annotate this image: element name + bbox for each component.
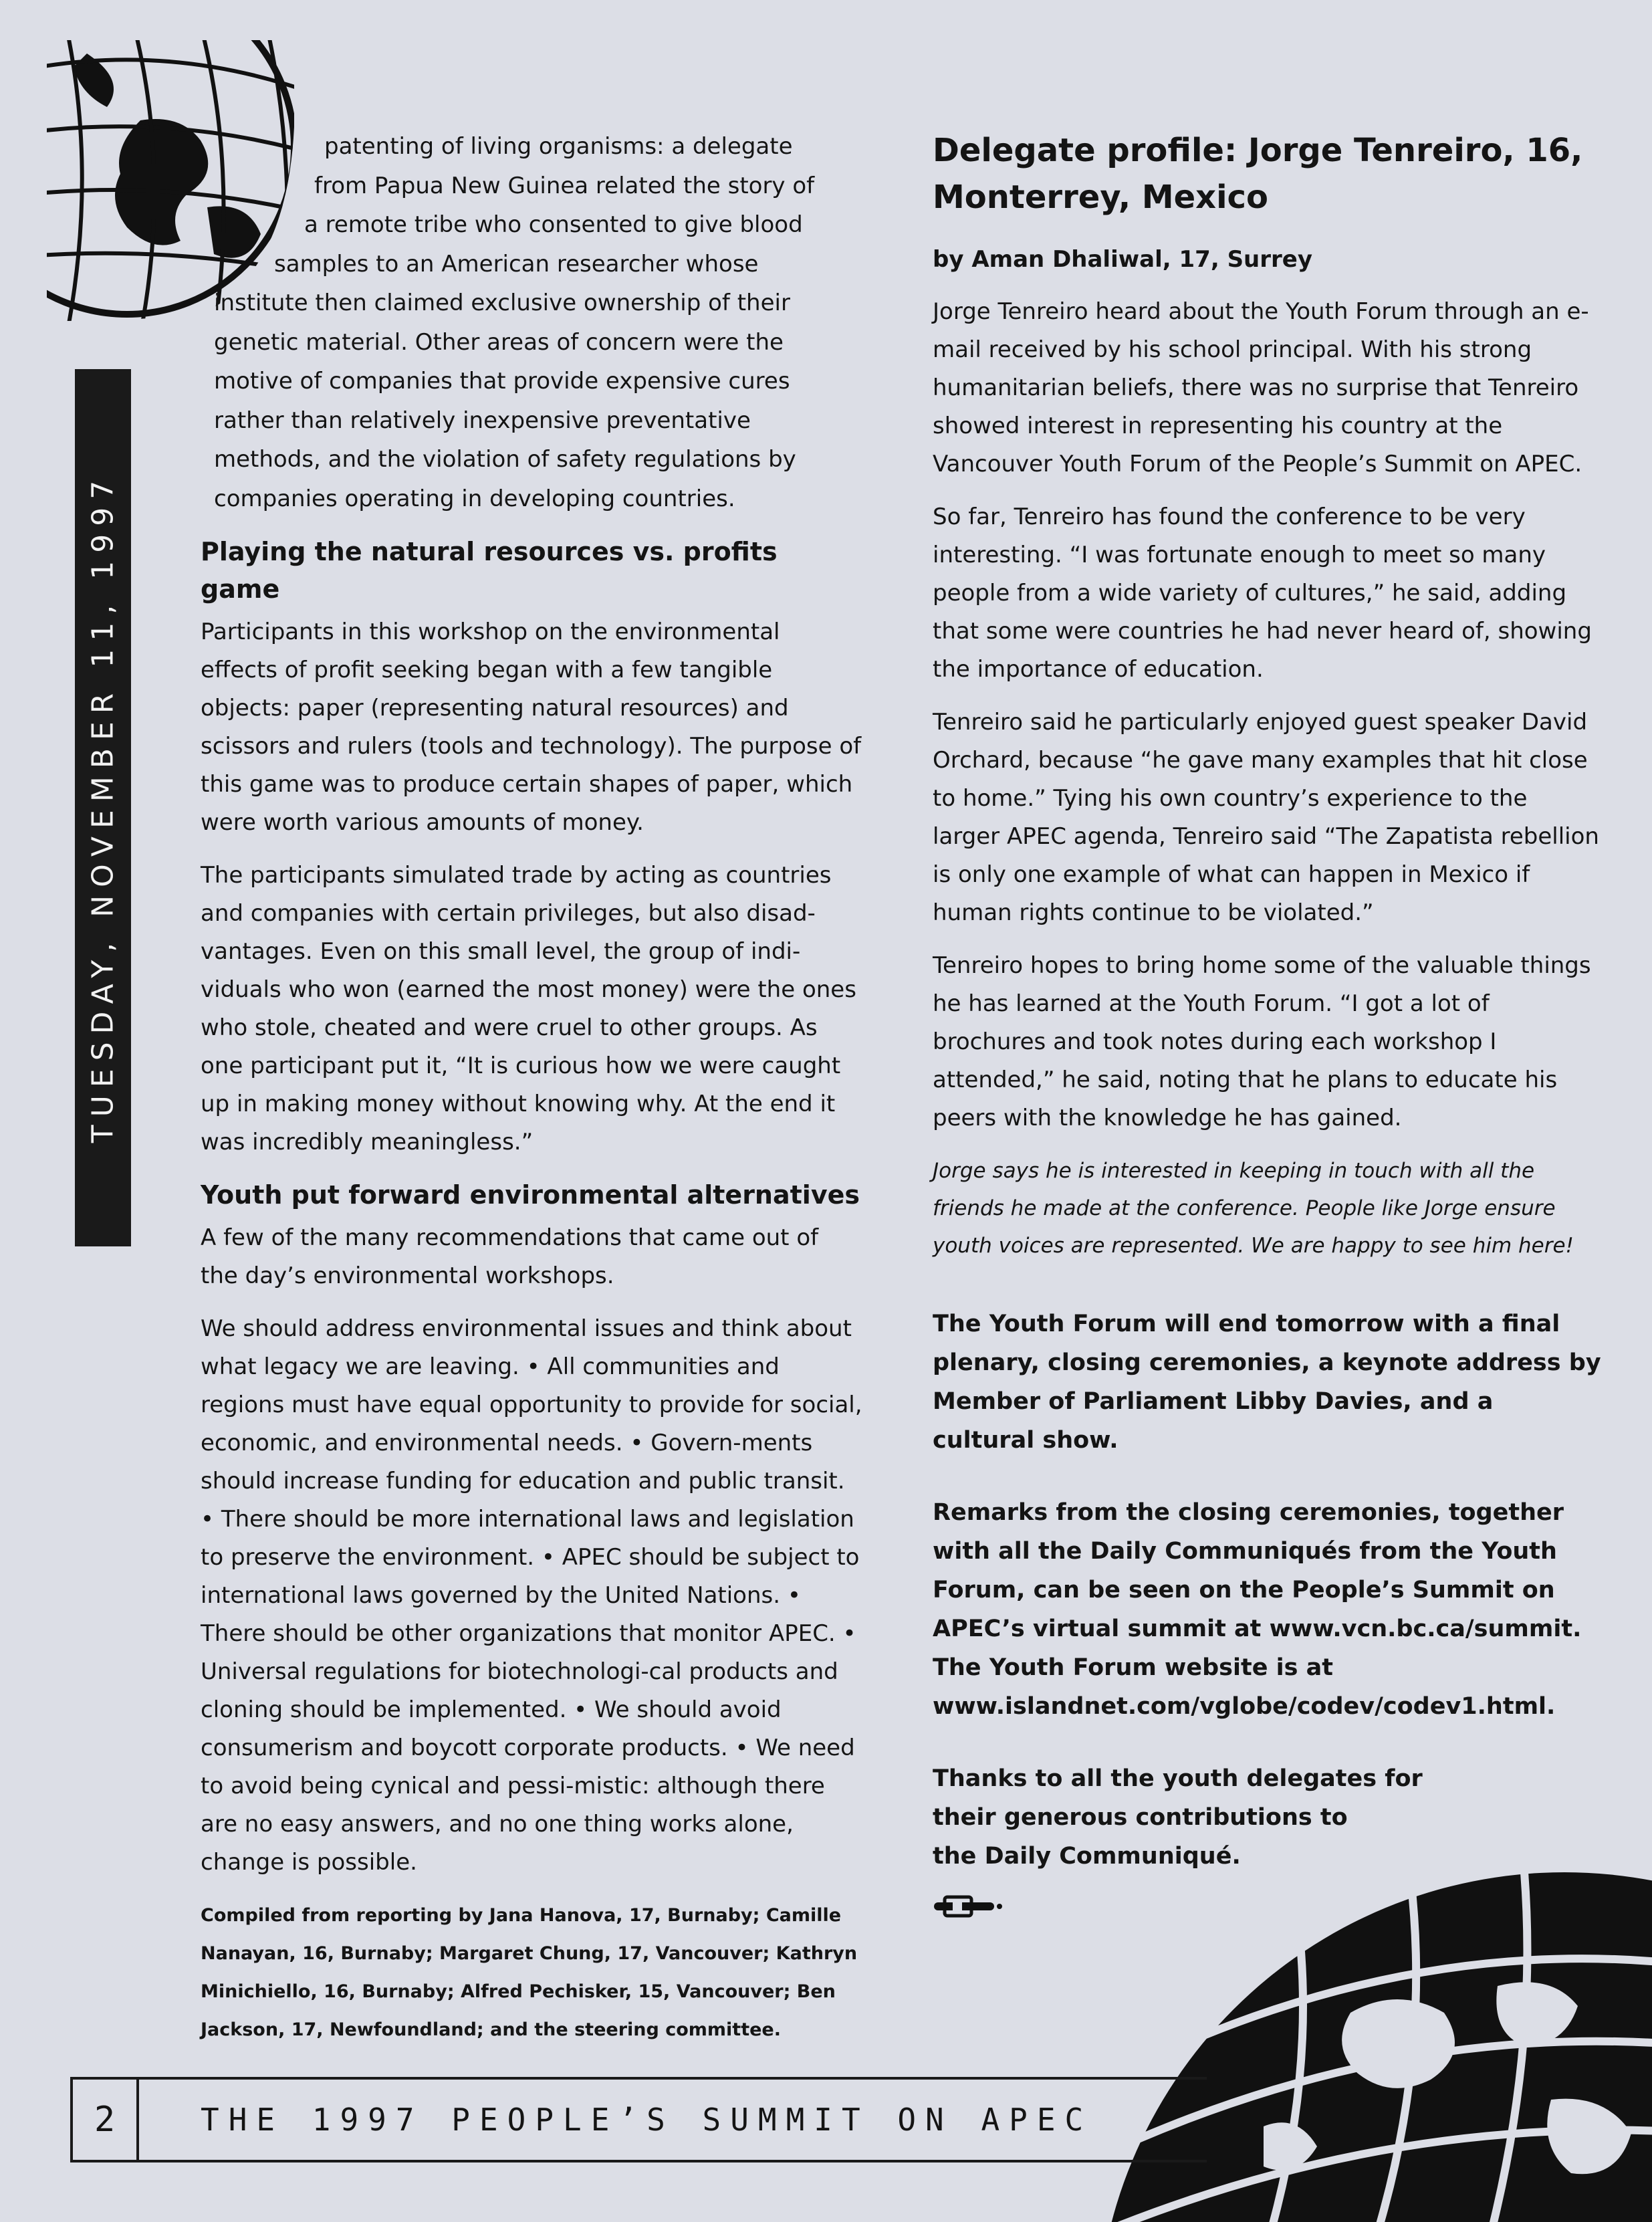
right-column	[933, 127, 1601, 1918]
text-line: their generous contributions to	[933, 1804, 1348, 1831]
reporting-credits: Compiled from reporting by Jana Hanova, 17, Burnaby; Camille Nanayan, 16, Burnaby; Margaret Chung, 17, Vancouver; Kathryn Minichiello, 16, Burnaby; Alfred Pechisker, 15, Vancouver; Ben Jackson, 17, Newfoundland; and the steering committee.	[201, 1905, 858, 2040]
recommendations-paragraph: We should address environmental issues and think about what legacy we are leaving. • All communities and regions must have equal opportunity to provide for social, economic, and environmental needs. • Govern-ments should increase funding for education and public transit. • There should be more international laws and legislation to preserve the environment. • APEC should be subject to international laws governed by the United Nations. • There should be other organizations that monitor APEC. • Universal regulations for biotechnologi-cal products and cloning should be implemented. • We should avoid consumerism and boycott corporate products. • We need to avoid being cynical and pessi-mistic: although there are no easy answers, and no one thing works alone, change is possible.	[201, 1315, 862, 1876]
intro-paragraph	[201, 127, 862, 518]
text-line: the Daily Communiqué.	[933, 1843, 1241, 1870]
text-line: motive of companies that provide expensive cures	[214, 368, 790, 395]
page-footer	[70, 2077, 1207, 2162]
text-line: samples to an American researcher whose	[274, 250, 759, 277]
closing-announcement: The Youth Forum will end tomorrow with a final plenary, closing ceremonies, a keynote address by Member of Parliament Libby Davies, and a cultural show.	[933, 1311, 1601, 1454]
publication-title: THE 1997 PEOPLE’S SUMMIT ON APEC	[201, 2102, 1093, 2138]
body-paragraph: Jorge Tenreiro heard about the Youth Forum through an e-mail received by his school principal. With his strong humanitarian beliefs, there was no surprise that Tenreiro showed interest in representing his country at the Vancouver Youth Forum of the People’s Summit on APEC.	[933, 298, 1589, 477]
issue-date: TUESDAY, NOVEMBER 11, 1997	[86, 472, 120, 1143]
website-announcement: Remarks from the closing ceremonies, together with all the Daily Communiqués from the Youth Forum, can be seen on the People’s Summit on APEC’s virtual summit at www.vcn.bc.ca/summit. The Youth Forum website is at www.islandnet.com/vglobe/codev/codev1.html.	[933, 1499, 1582, 1720]
text-line: Thanks to all the youth delegates for	[933, 1765, 1423, 1792]
text-line: from Papua New Guinea related the story of	[314, 172, 815, 199]
date-sidebar	[75, 369, 131, 1246]
body-paragraph: The participants simulated trade by acting as countries and companies with certain privileges, but also disad-vantages. Even on this small level, the group of indi-viduals who won (earned the most money) were the ones who stole, cheated and were cruel to other groups. As one participant put it, “It is curious how we were caught up in making money without knowing why. At the end it was incredibly meaningless.”	[201, 862, 856, 1155]
body-paragraph: So far, Tenreiro has found the conference to be very interesting. “I was fortunate enough to meet so many people from a wide variety of cultures,” he said, adding that some were countries he had never heard of, showing the importance of education.	[933, 504, 1592, 683]
text-line: rather than relatively inexpensive preventative	[214, 407, 751, 434]
text-line: patenting of living organisms: a delegate	[324, 133, 793, 160]
text-line: companies operating in developing countries.	[214, 485, 735, 512]
body-paragraph: Tenreiro hopes to bring home some of the valuable things he has learned at the Youth Forum. “I got a lot of brochures and took notes during each workshop I attended,” he said, noting that he plans to educate his peers with the knowledge he has gained.	[933, 952, 1591, 1131]
byline: by Aman Dhaliwal, 17, Surrey	[933, 246, 1313, 273]
article-title: Delegate profile: Jorge Tenreiro, 16, Monterrey, Mexico	[933, 132, 1583, 216]
text-line: institute then claimed exclusive ownership of their	[214, 290, 790, 316]
body-paragraph: Participants in this workshop on the environmental effects of profit seeking began with a few tangible objects: paper (representing natural resources) and scissors and rulers (tools and technology). The purpose of this game was to produce certain shapes of paper, which were worth various amounts of money.	[201, 619, 862, 836]
text-line: a remote tribe who consented to give blood	[304, 211, 803, 238]
globe-illustration-bottom	[1096, 1832, 1652, 2222]
editor-note: Jorge says he is interested in keeping in touch with all the friends he made at the conference. People like Jorge ensure youth voices are represented. We are happy to see him here!	[933, 1159, 1574, 1258]
text-line: genetic material. Other areas of concern were the	[214, 328, 784, 356]
text-line: methods, and the violation of safety regulations by	[214, 446, 796, 473]
body-paragraph: Tenreiro said he particularly enjoyed guest speaker David Orchard, because “he gave many examples that hit close to home.” Tying his own country’s experience to the larger APEC agenda, Tenreiro said “The Zapatista rebellion is only one example of what can happen in Mexico if human rights continue to be violated.”	[933, 709, 1599, 926]
body-paragraph: A few of the many recommendations that came out of the day’s environmental workshops.	[201, 1224, 819, 1289]
section-heading-natural-resources: Playing the natural resources vs. profits game	[201, 537, 778, 604]
section-heading-environmental-alternatives: Youth put forward environmental alternatives	[201, 1180, 860, 1210]
page-number: 2	[70, 2080, 139, 2160]
small-logo-icon	[933, 1894, 1006, 1918]
left-column	[201, 127, 862, 2049]
